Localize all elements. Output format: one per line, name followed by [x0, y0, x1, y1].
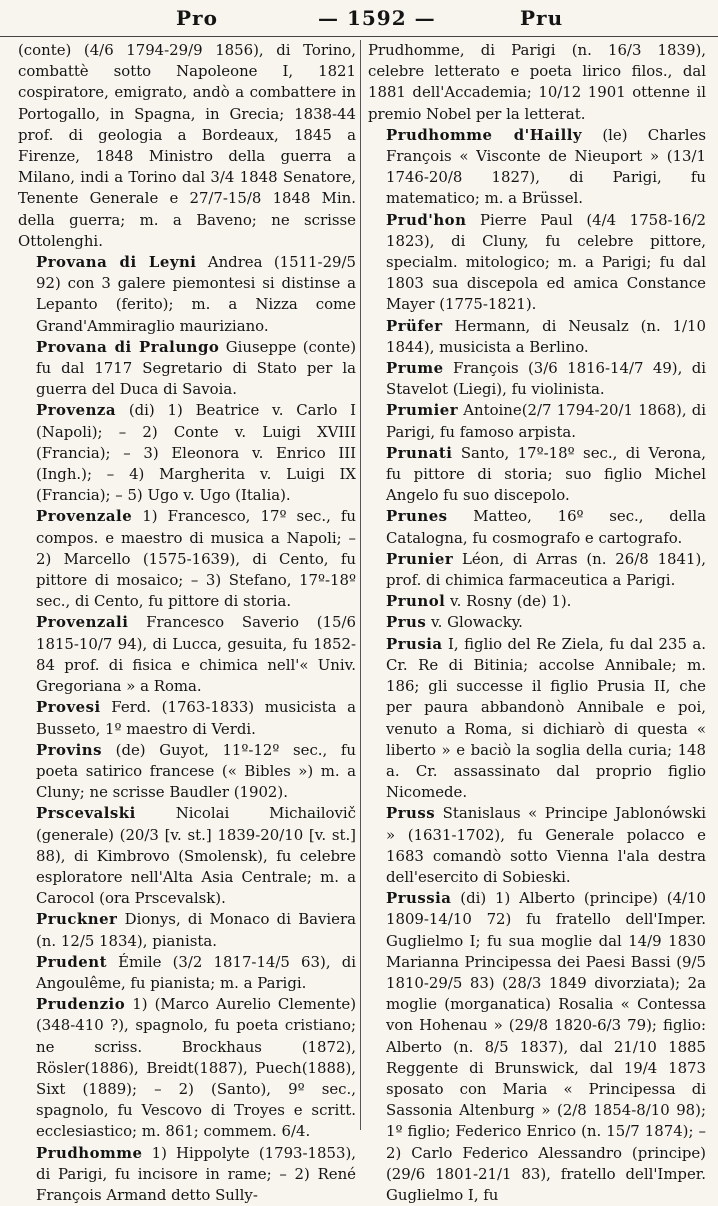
- entry-headword: Prudenzio: [36, 995, 126, 1014]
- page-header: [0, 0, 718, 37]
- entry-headword: Prusia: [386, 634, 443, 653]
- entry-body: Ferd. (1763-1833) musicista a Busseto, 1º maestro di Verdi.: [36, 698, 357, 738]
- entry-headword: Pruss: [386, 804, 436, 823]
- entry-body: François (3/6 1816-14/7 49), di Stavelot (Liegi), fu violinista.: [386, 359, 707, 399]
- entry-headword: Prunol: [386, 592, 446, 611]
- entry-headword: Provenza: [36, 401, 117, 420]
- dictionary-entry: [368, 125, 706, 210]
- entry-headword: Prudhomme: [36, 1143, 143, 1162]
- dictionary-entry: [368, 316, 706, 358]
- dictionary-entry: [18, 697, 356, 739]
- entry-headword: Prud'hon: [386, 210, 467, 229]
- entry-body: Prudhomme, di Parigi (n. 16/3 1839), celebre letterato e poeta lirico filos., dal 1881 dell'Accademia; 10/12 1901 ottenne il premio Nobel per la letterat.: [368, 41, 706, 123]
- right-column: [368, 40, 707, 1204]
- dictionary-entry: [368, 210, 706, 316]
- entry-body: (de) Guyot, 11º-12º sec., fu poeta satirico francese (« Bibles ») m. a Cluny; ne scrisse Baudler (1902).: [36, 740, 356, 802]
- dictionary-entry: [368, 591, 706, 612]
- dictionary-entry: [18, 952, 356, 994]
- dictionary-entry: [18, 40, 356, 252]
- dictionary-entry: [18, 909, 356, 951]
- dictionary-entry: [18, 400, 356, 506]
- header-left-guide-word: Pro: [176, 6, 218, 30]
- entry-body: Pierre Paul (4/4 1758-16/2 1823), di Cluny, fu celebre pittore, specialm. mitologico; m. a Parigi; fu dal 1803 sua discepola ed amica Constance Mayer (1775-1821).: [386, 210, 707, 314]
- dictionary-entry: [368, 40, 706, 125]
- entry-headword: Provenzali: [36, 613, 129, 632]
- dictionary-entry: [368, 443, 706, 507]
- entry-headword: Prus: [386, 613, 427, 632]
- dictionary-entry: [368, 358, 706, 400]
- dictionary-entry: [18, 337, 356, 401]
- left-column: [18, 40, 357, 1204]
- entry-headword: Provins: [36, 740, 102, 759]
- dictionary-entry: [368, 612, 706, 633]
- entry-headword: Prudhomme d'Hailly: [386, 125, 583, 144]
- entry-headword: Prüfer: [386, 316, 443, 335]
- entry-headword: Provana di Leyni: [36, 253, 197, 272]
- column-divider: [360, 40, 361, 1130]
- entry-headword: Prumier: [386, 401, 459, 420]
- entry-body: 1) (Marco Aurelio Clemente) (348-410 ?), spagnolo, fu poeta cristiano; ne scriss. Brockhaus (1872), Rösler(1886), Breidt(1887), Puech(1888), Sixt (1889); – 2) (Santo), 9º sec., spagnolo, fu Vescovo di Troyes e scritt. ecclesiastico; m. 861; commem. 6/4.: [36, 995, 357, 1141]
- entry-body: Hermann, di Neusalz (n. 1/10 1844), musicista a Berlino.: [386, 316, 707, 356]
- dictionary-entry: [368, 803, 706, 888]
- header-right-guide-word: Pru: [520, 6, 564, 30]
- entry-body: 1) Hippolyte (1793-1853), di Parigi, fu incisore in rame; – 2) René François Armand detto Sully-: [36, 1143, 356, 1204]
- dictionary-entry: [18, 1143, 356, 1206]
- dictionary-entry: [18, 506, 356, 612]
- entry-body: Nicolai Michailovič (generale) (20/3 [v. st.] 1839-20/10 [v. st.] 88), di Kimbrovo (Smolensk), fu celebre esploratore nell'Alta Asia Centrale; m. a Carocol (ora Prscevalsk).: [36, 804, 356, 908]
- entry-body: Francesco Saverio (15/6 1815-10/7 94), di Lucca, gesuita, fu 1852-84 prof. di fisica e chimica nell'« Univ. Gregoriana » a Roma.: [36, 613, 356, 696]
- entry-headword: Prume: [386, 359, 444, 378]
- dictionary-entry: [18, 740, 356, 804]
- entry-headword: Prunes: [386, 507, 448, 526]
- dictionary-entry: [368, 549, 706, 591]
- dictionary-entry: [18, 252, 356, 337]
- entry-body: v. Rosny (de) 1).: [450, 592, 572, 611]
- page-number: — 1592 —: [318, 6, 436, 30]
- entry-body: Andrea (1511-29/5 92) con 3 galere piemontesi si distinse a Lepanto (ferito); m. a Nizza come Grand'Ammiraglio mauriziano.: [36, 253, 357, 335]
- entry-body: Matteo, 16º sec., della Catalogna, fu cosmografo e cartografo.: [386, 507, 706, 547]
- entry-body: I, figlio del Re Ziela, fu dal 235 a. Cr. Re di Bitinia; accolse Annibale; m. 186; gli successe il figlio Prusia II, che per paura abbandonò Annibale e poi, venuto a Roma, si dichiarò di questa « liberto » e baciò la soglia della curia; 148 a. Cr. assassinato dal proprio figlio Nicomede.: [386, 634, 707, 802]
- entry-headword: Prunati: [386, 443, 453, 462]
- entry-headword: Pruckner: [36, 910, 118, 929]
- entry-body: Léon, di Arras (n. 26/8 1841), prof. di chimica farmaceutica a Parigi.: [386, 549, 707, 590]
- dictionary-entry: [18, 803, 356, 909]
- dictionary-entry: [368, 634, 706, 804]
- entry-headword: Prunier: [386, 549, 454, 568]
- entry-body: (le) Charles François « Visconte de Nieuport » (13/1 1746-20/8 1827), di Parigi, fu matematico; m. a Brüssel.: [386, 125, 707, 208]
- entry-body: Émile (3/2 1817-14/5 63), di Angoulême, fu pianista; m. a Parigi.: [36, 952, 356, 992]
- dictionary-entry: [368, 506, 706, 548]
- entry-body: 1) Francesco, 17º sec., fu compos. e maestro di musica a Napoli; – 2) Marcello (1575-1639), di Cento, fu pittore di mosaico; – 3) Stefano, 17º-18º sec., di Cento, fu pittore di storia.: [36, 507, 357, 611]
- entry-body: Dionys, di Monaco di Baviera (n. 12/5 1834), pianista.: [36, 910, 356, 950]
- entry-body: (di) 1) Beatrice v. Carlo I (Napoli); – 2) Conte v. Luigi XVIII (Francia); – 3) Eleonora v. Enrico III (Ingh.); – 4) Margherita v. Luigi IX (Francia); – 5) Ugo v. Ugo (Italia).: [36, 401, 357, 505]
- entry-headword: Prudent: [36, 952, 107, 971]
- entry-body: v. Glowacky.: [431, 613, 523, 632]
- entry-headword: Prussia: [386, 889, 452, 908]
- entry-headword: Provenzale: [36, 507, 133, 526]
- entry-body: Stanislaus « Principe Jablonówski » (1631-1702), fu Generale polacco e 1683 comandò sotto Vienna l'ala destra dell'esercito di Sobieski.: [386, 804, 706, 886]
- entry-body: (di) 1) Alberto (principe) (4/10 1809-14/10 72) fu fratello dell'Imper. Guglielmo I; fu sua moglie dal 14/9 1830 Marianna Principessa dei Paesi Bassi (9/5 1810-29/5 83) (28/3 1849 divorziata); 2a moglie (morganatica) Rosalia « Contessa von Hohenau » (29/8 1820-6/3 79); figlio: Alberto (n. 8/5 1837), dal 21/10 1885 Reggente di Brunswick, dal 19/4 1873 sposato con Maria « Principessa di Sassonia Altenburg » (2/8 1854-8/10 98); 1º figlio; Federico Enrico (n. 15/7 1874); – 2) Carlo Federico Alessandro (principe) (29/6 1801-21/1 83), fratello dell'Imper. Guglielmo I, fu: [386, 889, 707, 1204]
- entry-headword: Provesi: [36, 698, 101, 717]
- entry-headword: Provana di Pralungo: [36, 337, 220, 356]
- dictionary-entry: [18, 612, 356, 697]
- dictionary-entry: [368, 888, 706, 1206]
- entry-body: Santo, 17º-18º sec., di Verona, fu pittore di storia; suo figlio Michel Angelo fu suo discepolo.: [386, 443, 706, 505]
- dictionary-entry: [18, 994, 356, 1142]
- entry-body: Antoine(2/7 1794-20/1 1868), di Parigi, fu famoso arpista.: [386, 401, 706, 441]
- entry-headword: Prscevalski: [36, 804, 136, 823]
- dictionary-entry: [368, 400, 706, 442]
- entry-body: Giuseppe (conte) fu dal 1717 Segretario di Stato per la guerra del Duca di Savoia.: [36, 337, 357, 399]
- entry-body: (conte) (4/6 1794-29/9 1856), di Torino, combattè sotto Napoleone I, 1821 cospiratore, emigrato, andò a combattere in Portogallo, in Spagna, in Grecia; 1838-44 prof. di geologia a Bordeaux, 1845 a Firenze, 1848 Ministro della guerra a Milano, indi a Torino dal 3/4 1848 Senatore, Tenente Generale e 27/7-15/8 1848 Min. della guerra; m. a Baveno; ne scrisse Ottolenghi.: [18, 41, 356, 250]
